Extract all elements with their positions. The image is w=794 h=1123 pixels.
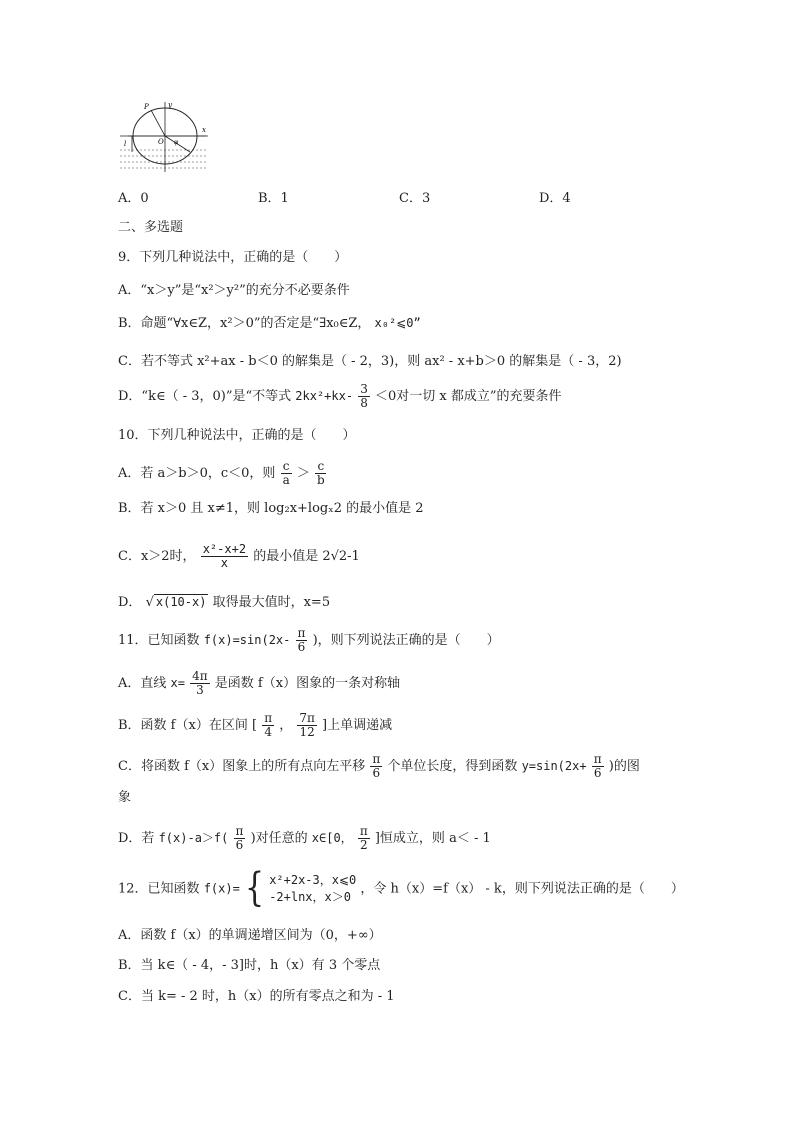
left-brace-icon: { bbox=[244, 865, 265, 912]
q11-c-wrap: 象 bbox=[118, 790, 132, 805]
q9-b-math: x₀²⩽0” bbox=[374, 316, 421, 330]
q11-c-num2: π bbox=[593, 752, 602, 766]
q10-a-den2: b bbox=[317, 473, 325, 487]
q11-c-num1: π bbox=[372, 752, 381, 766]
q11-d-math: f(x)-a＞f( bbox=[158, 831, 229, 845]
q11-b-num1: π bbox=[264, 711, 273, 725]
q11-stem-post: )，则下列说法正确的是（ ） bbox=[312, 633, 500, 648]
q11-c-den2: 6 bbox=[593, 766, 602, 780]
q11-a-den: 3 bbox=[196, 683, 204, 697]
q10-option-d[interactable] bbox=[118, 593, 330, 612]
q10-d-radicand: x(10-x) bbox=[155, 595, 207, 609]
q12-case2: -2+lnx，x＞0 bbox=[269, 890, 351, 904]
q11-c-math: y=sin(2x+ bbox=[521, 759, 587, 773]
q11-b-den1: 4 bbox=[264, 725, 272, 739]
q11-d-mid: )对任意的 bbox=[250, 831, 308, 846]
label-phi: φ bbox=[174, 139, 179, 146]
q11-d-num1: π bbox=[235, 824, 244, 838]
q11-d-text: D．若 bbox=[118, 831, 155, 846]
q9-d-den: 8 bbox=[360, 396, 368, 410]
q12-option-c[interactable]: C．当 k= - 2 时，h（x）的所有零点之和为 - 1 bbox=[118, 989, 395, 1004]
q12-option-a[interactable]: A．函数 f（x）的单调递增区间为（0，+∞） bbox=[118, 928, 382, 943]
sqrt-icon: √ bbox=[145, 595, 154, 610]
q10-a-text: A．若 a＞b＞0，c＜0，则 bbox=[118, 466, 276, 481]
q9-option-a[interactable]: A．“x＞y”是“x²＞y²”的充分不必要条件 bbox=[118, 283, 350, 298]
q12-case1: x²+2x-3，x⩽0 bbox=[269, 873, 357, 887]
q11-a-text: A．直线 bbox=[118, 676, 167, 691]
q8-option-c[interactable]: C．3 bbox=[399, 191, 431, 206]
unit-circle-figure bbox=[118, 100, 210, 176]
q9-option-d[interactable] bbox=[118, 383, 562, 410]
q10-d-post: 取得最大值时，x=5 bbox=[212, 595, 331, 610]
q9-d-math: 2kx²+kx- bbox=[295, 389, 354, 403]
q8-options bbox=[118, 187, 678, 205]
q9-d-post: ＜0对一切 x 都成立”的充要条件 bbox=[375, 389, 562, 404]
q10-a-frac1 bbox=[281, 460, 292, 487]
q11-b-num2: 7π bbox=[299, 711, 315, 725]
q10-c-num: x²-x+2 bbox=[202, 542, 247, 556]
q10-c-post: 的最小值是 2√2-1 bbox=[253, 549, 360, 564]
label-l: l bbox=[124, 140, 127, 148]
q10-c-text: C．x＞2时， bbox=[118, 549, 196, 564]
q11-stem-den: 6 bbox=[297, 640, 306, 654]
q10-stem: 10．下列几种说法中，正确的是（ ） bbox=[118, 428, 356, 443]
q10-c-fraction bbox=[201, 543, 248, 570]
q9-stem: 9．下列几种说法中，正确的是（ ） bbox=[118, 250, 348, 265]
q11-stem-math: f(x)=sin(2x- bbox=[203, 633, 291, 647]
q12-option-b[interactable]: B．当 k∈（ - 4，- 3]时，h（x）有 3 个零点 bbox=[118, 958, 381, 973]
q11-d-math2: x∈[0， bbox=[311, 831, 353, 845]
q11-option-b[interactable] bbox=[118, 712, 392, 739]
q10-a-num1: c bbox=[282, 459, 290, 473]
q11-d-post: ]恒成立，则 a＜ - 1 bbox=[374, 831, 491, 846]
q9-d-num: 3 bbox=[360, 382, 368, 396]
q11-stem bbox=[118, 627, 500, 654]
q11-stem-num: π bbox=[297, 626, 306, 640]
q10-d-text: D． bbox=[118, 595, 142, 610]
q10-option-a[interactable] bbox=[118, 460, 328, 487]
q11-b-frac1 bbox=[262, 712, 274, 739]
q10-a-num2: c bbox=[317, 459, 325, 473]
q12-stem-post: ，令 h（x）=f（x） - k，则下列说法正确的是（ ） bbox=[360, 881, 684, 897]
q11-c-den1: 6 bbox=[372, 766, 381, 780]
q10-a-mid: ＞ bbox=[296, 466, 310, 481]
q10-a-frac2 bbox=[315, 460, 327, 487]
q11-b-mid: ， bbox=[279, 718, 293, 733]
q12-stem-text: 12．已知函数 bbox=[118, 881, 200, 897]
q11-c-post: )的图 bbox=[608, 759, 640, 774]
q10-a-den1: a bbox=[282, 473, 290, 487]
q10-c-den: x bbox=[220, 556, 228, 570]
hatched-region bbox=[120, 150, 208, 168]
q9-option-b[interactable] bbox=[118, 314, 421, 333]
q12-stem bbox=[118, 865, 684, 912]
q11-b-frac2 bbox=[297, 712, 317, 739]
q9-option-c[interactable]: C．若不等式 x²+ax - b＜0 的解集是（ - 2，3)，则 ax² - x+b＞0 的解集是（ - 3，2) bbox=[118, 354, 622, 369]
q10-option-b[interactable]: B．若 x＞0 且 x≠1，则 log₂x+logₓ2 的最小值是 2 bbox=[118, 501, 424, 516]
q11-d-num2: π bbox=[359, 824, 368, 838]
label-y: y bbox=[168, 101, 172, 109]
radius-op bbox=[151, 110, 165, 136]
q11-option-a[interactable] bbox=[118, 670, 400, 697]
q9-d-text: D．“k∈（ - 3，0)”是“不等式 bbox=[118, 389, 292, 404]
q11-a-post: 是函数 f（x）图象的一条对称轴 bbox=[214, 676, 401, 691]
q12-stem-math: f(x)= bbox=[203, 881, 240, 896]
q12-piecewise bbox=[269, 872, 356, 906]
q8-option-b[interactable]: B．1 bbox=[258, 191, 289, 206]
q11-option-c[interactable] bbox=[118, 753, 640, 780]
q11-c-frac1 bbox=[370, 753, 382, 780]
label-p: P bbox=[144, 103, 149, 111]
q11-stem-frac bbox=[296, 627, 308, 654]
section-title: 二、多选题 bbox=[118, 220, 184, 235]
q10-option-c[interactable] bbox=[118, 543, 360, 570]
q11-d-frac2 bbox=[358, 825, 370, 852]
label-o: O bbox=[158, 138, 164, 146]
q11-a-num: 4π bbox=[192, 669, 208, 683]
q8-option-d[interactable]: D．4 bbox=[539, 191, 571, 206]
q11-a-frac bbox=[190, 670, 210, 697]
q9-b-text: B．命题“∀x∈Z，x²＞0”的否定是“∃x₀∈Z， bbox=[118, 316, 371, 331]
q11-a-math: x= bbox=[170, 676, 185, 690]
q11-c-text: C．将函数 f（x）图象上的所有点向左平移 bbox=[118, 759, 366, 774]
q11-stem-text: 11．已知函数 bbox=[118, 633, 200, 648]
q11-b-text: B．函数 f（x）在区间 [ bbox=[118, 718, 258, 733]
q11-b-post: ]上单调递减 bbox=[322, 718, 393, 733]
label-x: x bbox=[202, 126, 206, 134]
q11-c-mid: 个单位长度，得到函数 bbox=[387, 759, 518, 774]
q11-c-frac2 bbox=[592, 753, 604, 780]
q11-b-den2: 12 bbox=[299, 725, 315, 739]
q11-option-d[interactable] bbox=[118, 825, 491, 852]
q8-option-a[interactable]: A．0 bbox=[118, 191, 149, 206]
q9-d-fraction bbox=[358, 383, 370, 410]
q11-d-frac1 bbox=[234, 825, 246, 852]
q11-d-den1: 6 bbox=[235, 838, 244, 852]
q11-d-den2: 2 bbox=[359, 838, 368, 852]
